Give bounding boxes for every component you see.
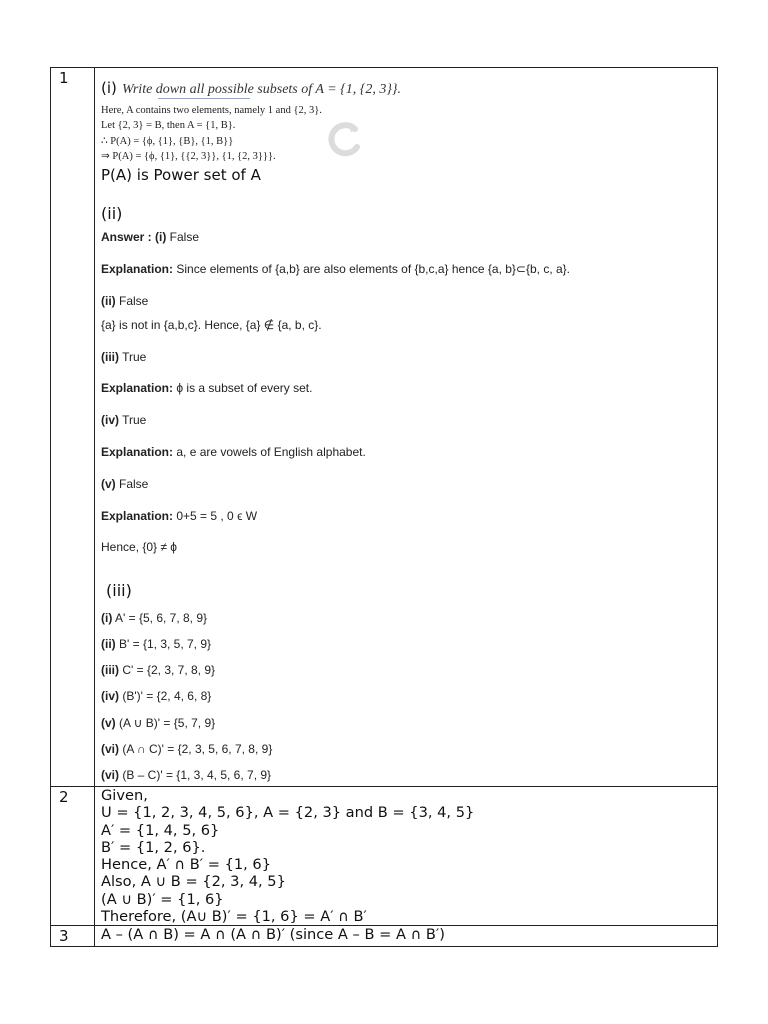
question-number-1: 1 (51, 68, 95, 787)
answer-line (101, 230, 199, 244)
question-number-3: 3 (51, 926, 95, 947)
question-number-2: 2 (51, 787, 95, 926)
part-ii-item-7: Explanation: a, e are vowels of English alphabet. (101, 445, 366, 459)
question-row-2 (51, 787, 718, 926)
question-2-body (95, 787, 718, 926)
part-ii-item-9: Explanation: 0+5 = 5 , 0 ϵ W (101, 509, 258, 523)
part-i-line-4: ⇒ P(A) = {ϕ, {1}, {{2, 3}}, {1, {2, 3}}}. (101, 151, 276, 162)
part-i (101, 78, 401, 98)
part-iii-item-3: (iii) C' = {2, 3, 7, 8, 9} (101, 663, 216, 677)
q2-line-6: Also, A ∪ B = {2, 3, 4, 5} (101, 873, 286, 891)
part-ii-item-4: (iii) True (101, 350, 147, 364)
part-i-line-2: Let {2, 3} = B, then A = {1, B}. (101, 120, 236, 131)
part-iii-item-1: (i) A' = {5, 6, 7, 8, 9} (101, 611, 208, 625)
answer-value: False (166, 230, 200, 244)
answer-table (50, 67, 718, 947)
part-ii-item-6: (iv) True (101, 413, 147, 427)
q2-line-8: Therefore, (A∪ B)′ = {1, 6} = A′ ∩ B′ (101, 908, 367, 926)
q2-line-3: A′ = {1, 4, 5, 6} (101, 821, 220, 839)
part-ii-item-2: (ii) False (101, 294, 149, 308)
part-ii-item-10: Hence, {0} ≠ ϕ (101, 540, 178, 554)
q2-line-2: U = {1, 2, 3, 4, 5, 6}, A = {2, 3} and B = {3, 4, 5} (101, 804, 475, 822)
part-iii-item-2: (ii) B' = {1, 3, 5, 7, 9} (101, 637, 212, 651)
q2-line-5: Hence, A′ ∩ B′ = {1, 6} (101, 856, 271, 874)
part-ii-item-5: Explanation: ϕ is a subset of every set. (101, 381, 313, 395)
part-ii-item-1: Explanation: Since elements of {a,b} are also elements of {b,c,a} hence {a, b}⊂{b, c, a}. (101, 262, 571, 276)
part-i-line-1: Here, A contains two elements, namely 1 and {2, 3}. (101, 105, 322, 116)
question-1-body (95, 68, 718, 787)
question-3-body: A – (A ∩ B) = A ∩ (A ∩ B)′ (since A – B = A ∩ B′) (95, 926, 718, 947)
question-row-1 (51, 68, 718, 787)
q2-line-1: Given, (101, 787, 148, 804)
part-iii-item-4: (iv) (B')' = {2, 4, 6, 8} (101, 689, 212, 703)
q2-line-4: B′ = {1, 2, 6}. (101, 838, 206, 856)
part-iii-item-7: (vi) (B – C)' = {1, 3, 4, 5, 6, 7, 9} (101, 768, 272, 782)
power-set-note: P(A) is Power set of A (101, 166, 261, 184)
answer-label: Answer : (i) (101, 230, 167, 244)
part-i-line-3: ∴ P(A) = {ϕ, {1}, {B}, {1, B}} (101, 136, 234, 147)
part-iii-item-6: (vi) (A ∩ C)' = {2, 3, 5, 6, 7, 8, 9} (101, 742, 273, 756)
q2-line-7: (A ∪ B)′ = {1, 6} (101, 890, 224, 908)
title-underline (158, 98, 250, 99)
part-i-title: Write down all possible subsets of A = {1, {2, 3}}. (121, 82, 402, 97)
question-row-3 (51, 926, 718, 947)
part-ii-label: (ii) (101, 204, 123, 223)
part-iii-item-5: (v) (A ∪ B)' = {5, 7, 9} (101, 716, 216, 730)
part-iii-label: (iii) (106, 581, 132, 600)
part-ii-item-3: {a} is not in {a,b,c}. Hence, {a} ∉ {a, b, c}. (101, 318, 322, 332)
loading-watermark-icon (325, 120, 363, 158)
part-ii-item-8: (v) False (101, 477, 149, 491)
part-i-label: (i) (101, 79, 117, 97)
